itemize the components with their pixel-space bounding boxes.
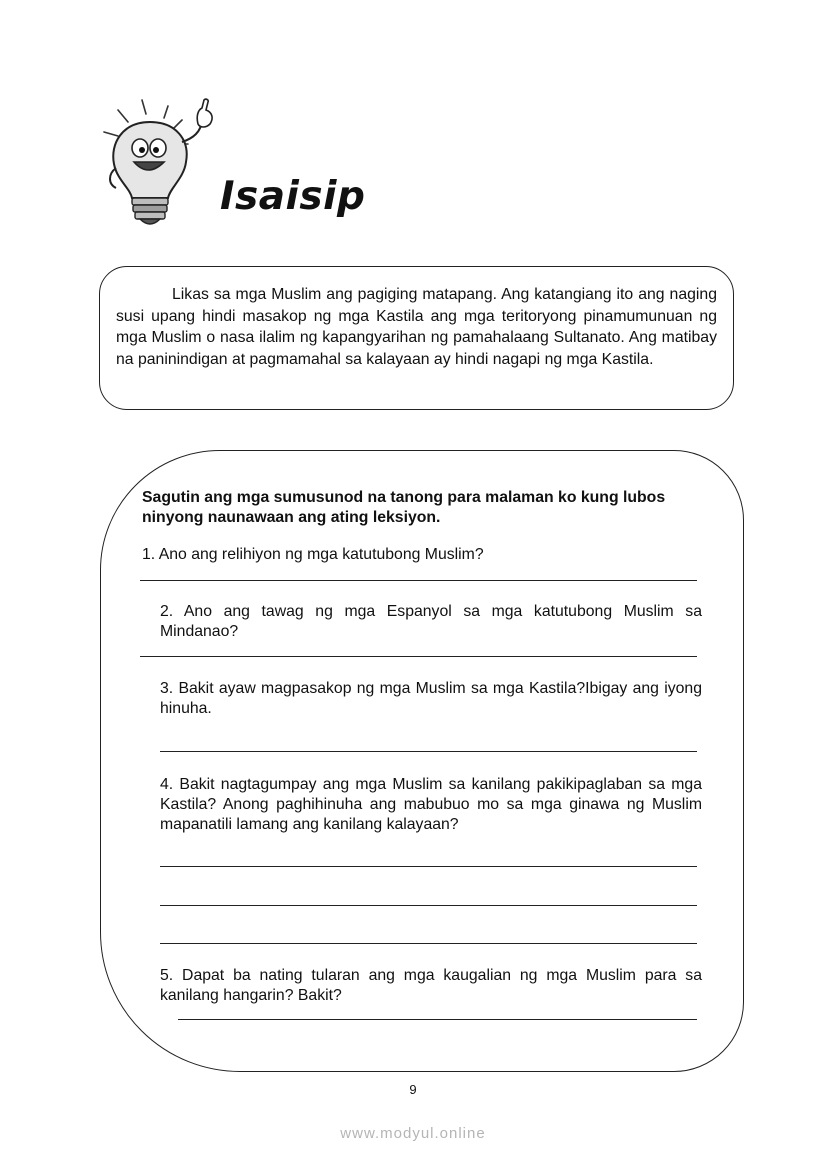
answer-line-1[interactable] <box>140 580 697 581</box>
answer-line-2[interactable] <box>140 656 697 657</box>
instructions: Sagutin ang mga sumusunod na tanong para malaman ko kung lubos ninyong naunawaan ang ating leksiyon. <box>142 489 666 526</box>
answer-line-5[interactable] <box>178 1019 697 1020</box>
question-1: 1. Ano ang relihiyon ng mga katutubong Muslim? <box>142 546 484 563</box>
info-box <box>99 266 734 410</box>
answer-line-4a[interactable] <box>160 866 697 867</box>
answer-line-4c[interactable] <box>160 943 697 944</box>
question-2: 2. Ano ang tawag ng mga Espanyol sa mga katutubong Muslim sa Mindanao? <box>160 603 702 640</box>
answer-line-4b[interactable] <box>160 905 697 906</box>
answer-line-3[interactable] <box>160 751 697 752</box>
watermark: www.modyul.online <box>340 1125 486 1142</box>
lightbulb-mascot-icon <box>98 98 228 230</box>
question-5: 5. Dapat ba nating tularan ang mga kaugalian ng mga Muslim para sa kanilang hangarin? Bakit? <box>160 967 702 1004</box>
question-4: 4. Bakit nagtagumpay ang mga Muslim sa kanilang pakikipaglaban sa mga Kastila? Anong paghihinuha ang mabubuo mo sa mga ginawa ng Muslim mapanatili lamang ang kanilang kalayaan? <box>160 776 702 833</box>
info-paragraph: Likas sa mga Muslim ang pagiging matapang. Ang katangiang ito ang naging susi upang hindi masakop ng mga Kastila ang mga teritoryong pinamumunuan ng mga Muslim o nasa ilalim ng kapangyarihan ng pamahalaang Sultanato. Ang matibay na paninindigan at pagmamahal sa kalayaan ay hindi nagapi ng mga Kastila. <box>116 286 717 368</box>
page-number: 9 <box>409 1082 417 1097</box>
page-title: Isaisip <box>220 174 366 219</box>
question-3: 3. Bakit ayaw magpasakop ng mga Muslim sa mga Kastila?Ibigay ang iyong hinuha. <box>160 680 702 717</box>
